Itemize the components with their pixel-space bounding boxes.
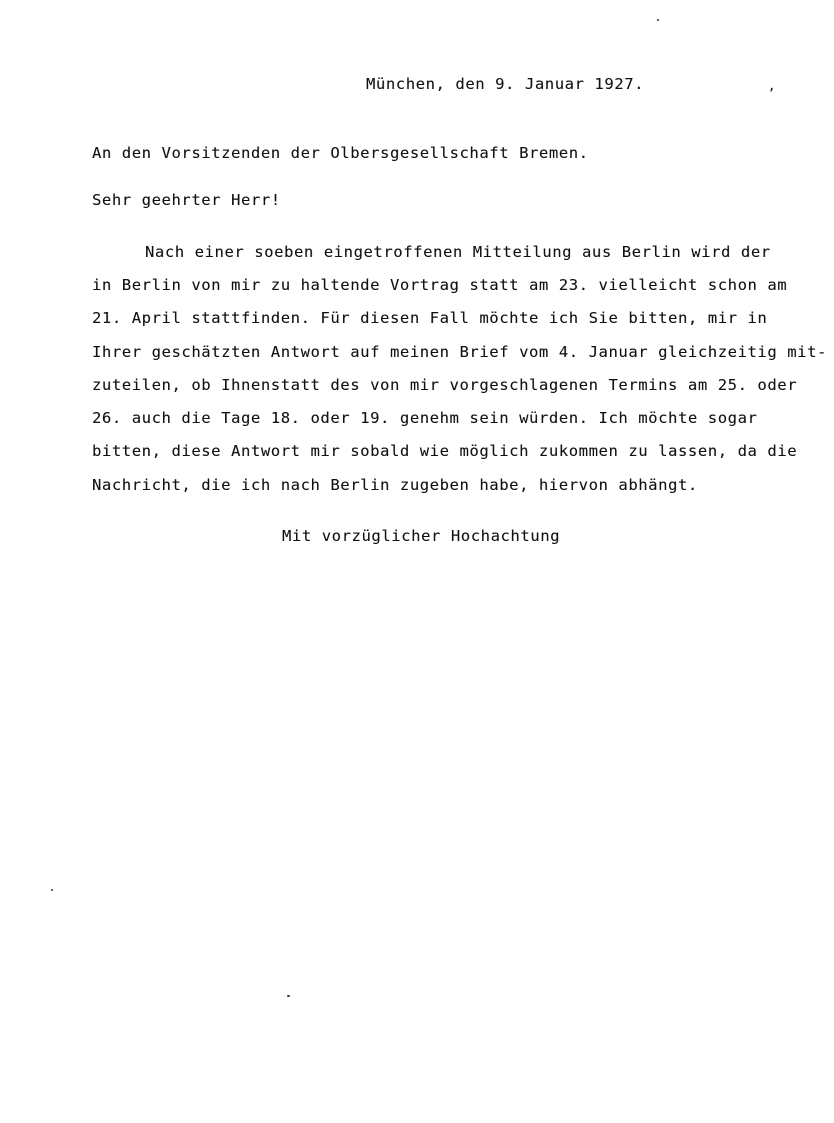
scan-speck <box>51 889 53 891</box>
body-line: Ihrer geschätzten Antwort auf meinen Brief vom 4. Januar gleichzeitig mit- <box>92 343 827 361</box>
scan-speck <box>287 995 290 997</box>
body-line: in Berlin von mir zu haltende Vortrag statt am 23. vielleicht schon am <box>92 276 788 294</box>
recipient-line: An den Vorsitzenden der Olbersgesellschaft Bremen. <box>92 144 589 162</box>
body-line: Nachricht, die ich nach Berlin zugeben habe, hiervon abhängt. <box>92 476 698 494</box>
closing-line: Mit vorzüglicher Hochachtung <box>282 527 561 545</box>
scan-speck <box>657 19 659 21</box>
salutation: Sehr geehrter Herr! <box>92 191 281 209</box>
date-mark: , <box>768 79 776 93</box>
body-line: Nach einer soeben eingetroffenen Mitteilung aus Berlin wird der <box>145 243 771 261</box>
body-line: bitten, diese Antwort mir sobald wie möglich zukommen zu lassen, da die <box>92 442 798 460</box>
body-line: 26. auch die Tage 18. oder 19. genehm sein würden. Ich möchte sogar <box>92 409 758 427</box>
body-line: zuteilen, ob Ihnenstatt des von mir vorgeschlagenen Termins am 25. oder <box>92 376 798 394</box>
body-line: 21. April stattfinden. Für diesen Fall möchte ich Sie bitten, mir in <box>92 309 768 327</box>
date-line: München, den 9. Januar 1927. <box>366 75 645 93</box>
